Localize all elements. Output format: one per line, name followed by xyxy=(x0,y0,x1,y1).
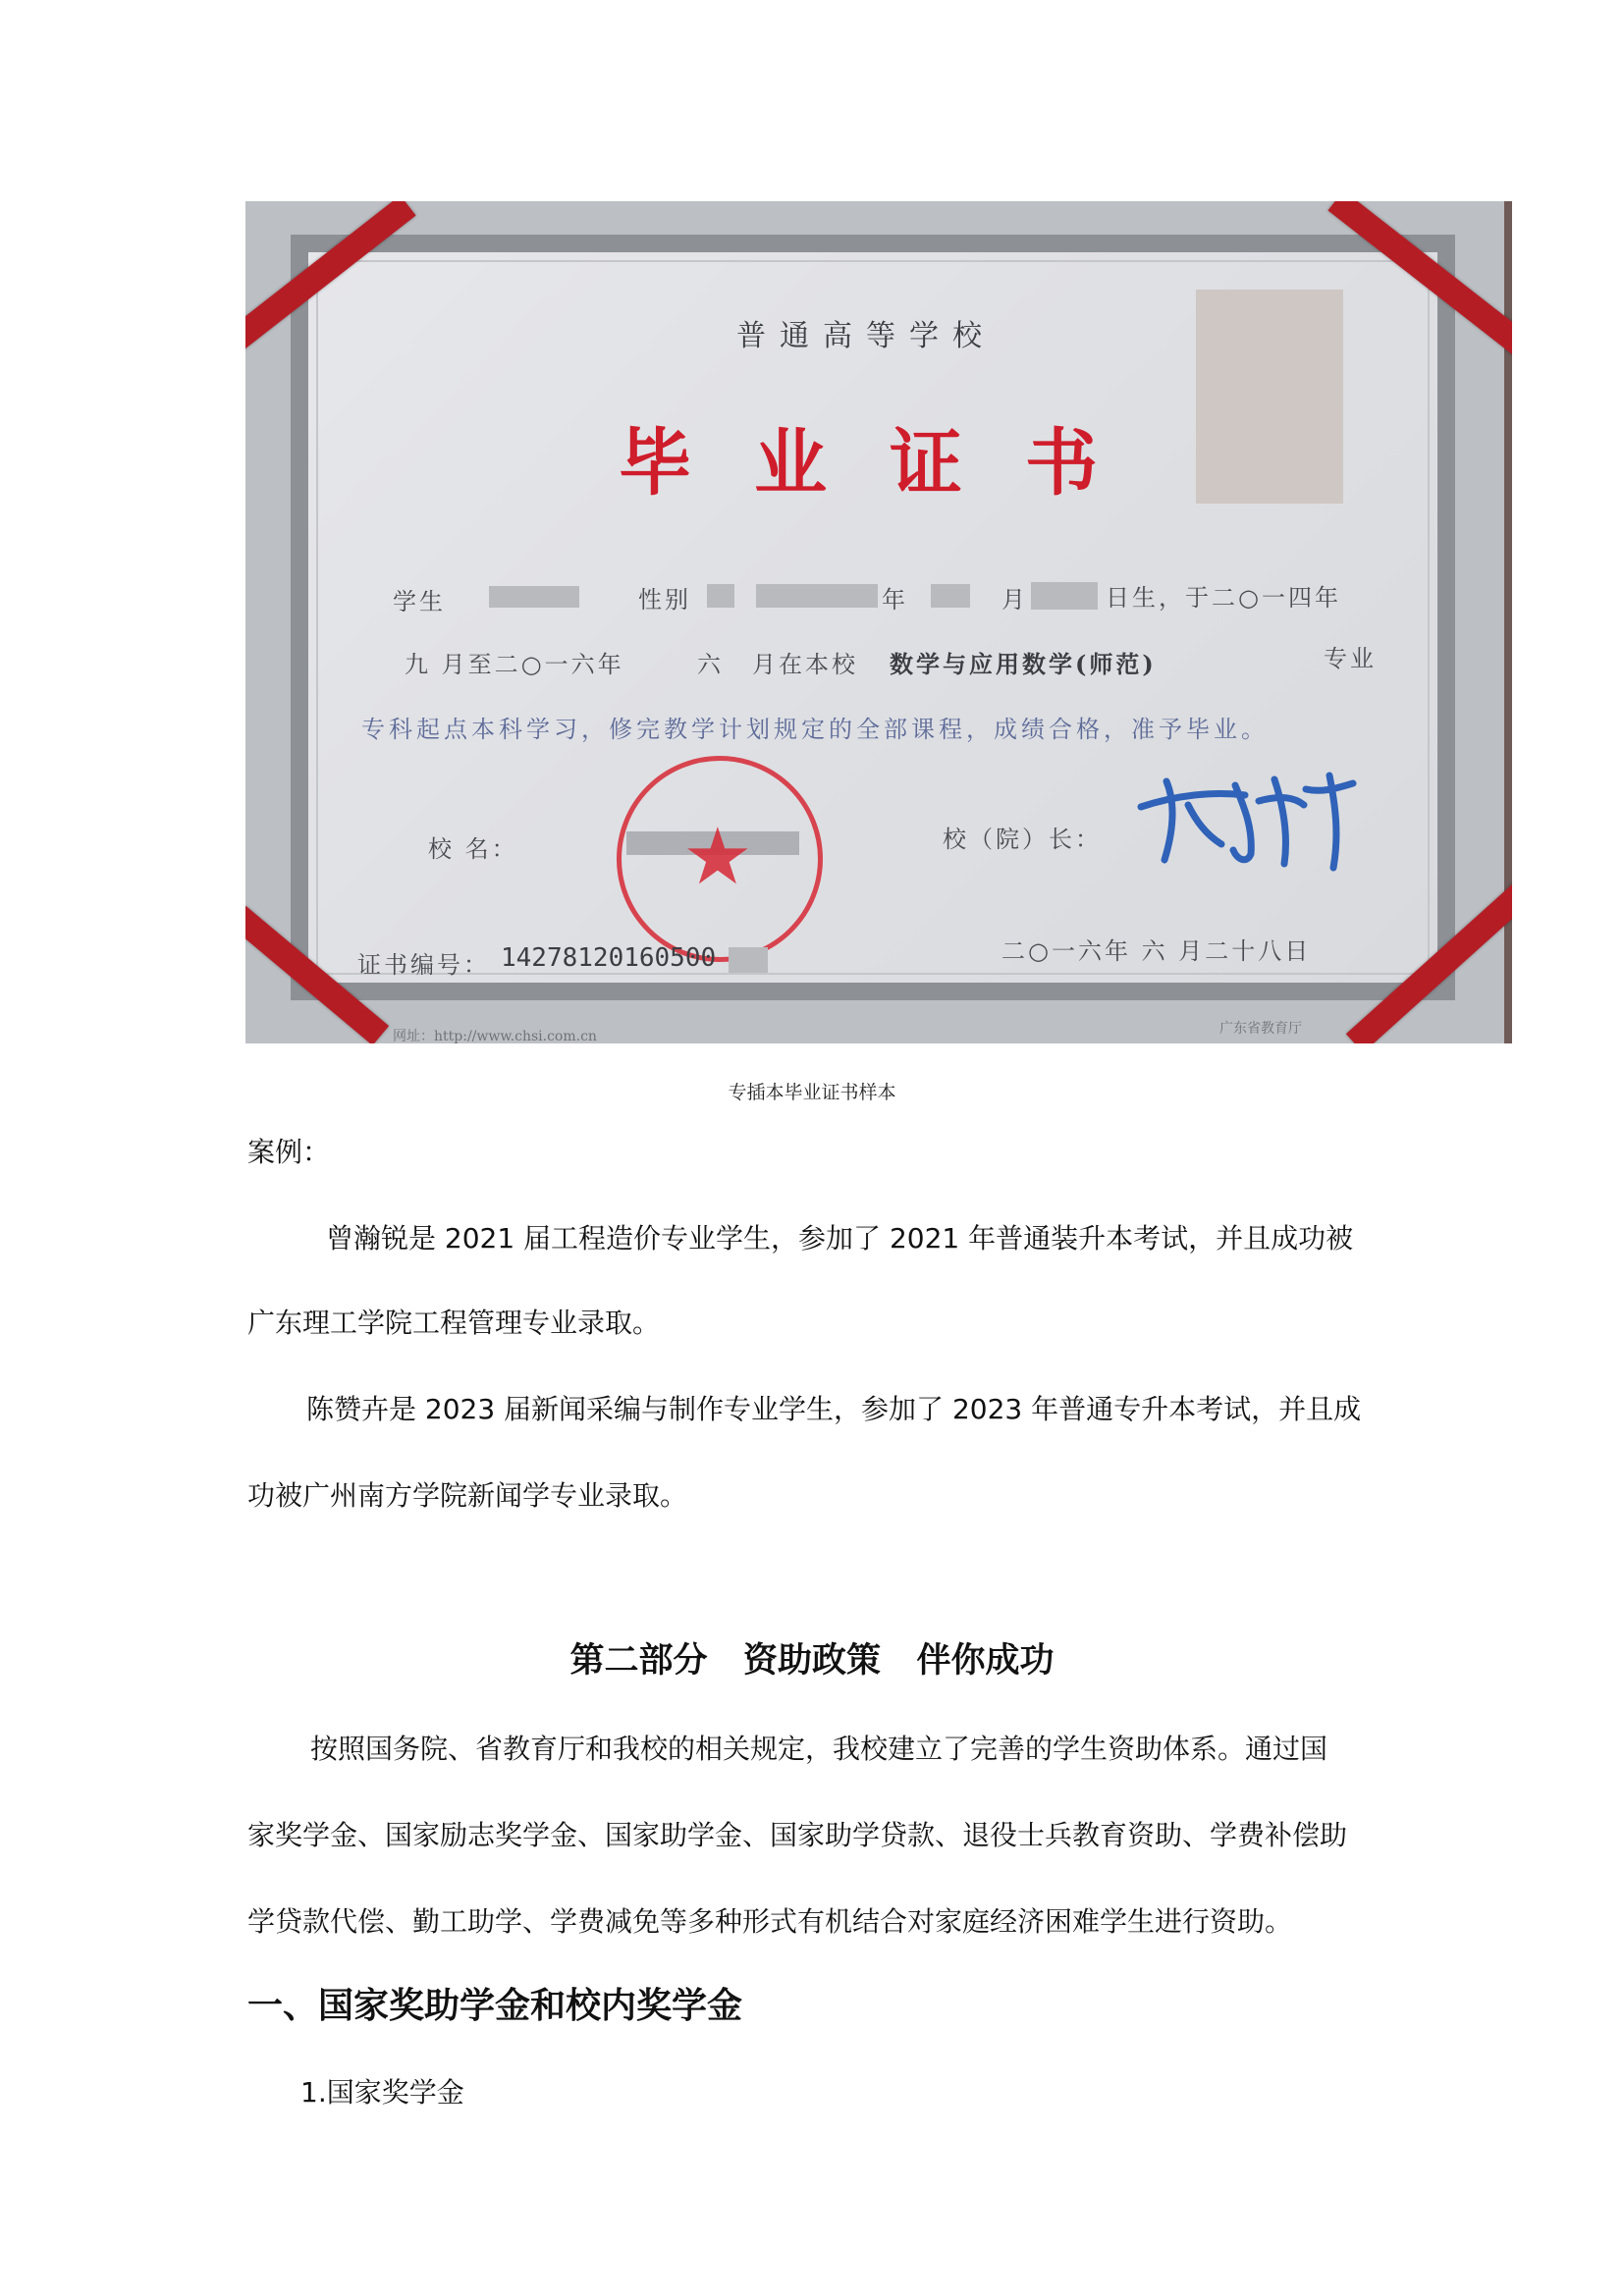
section-paragraph-line-1: 按照国务院、省教育厅和我校的相关规定，我校建立了完善的学生资助体系。通过国 xyxy=(310,1733,1328,1765)
redacted-name xyxy=(489,586,579,608)
section-paragraph-line-2: 家奖学金、国家励志奖学金、国家助学金、国家助学贷款、退役士兵教育资助、学费补偿助 xyxy=(247,1819,1348,1851)
case-2-line-2: 功被广州南方学院新闻学专业录取。 xyxy=(247,1479,688,1512)
section-title: 第二部分 资助政策 伴你成功 xyxy=(569,1641,1055,1681)
gender-label: 性别 xyxy=(638,586,691,614)
section-paragraph-line-3: 学贷款代偿、勤工助学、学费减免等多种形式有机结合对家庭经济困难学生进行资助。 xyxy=(247,1905,1293,1938)
principal-label: 校（院）长： xyxy=(943,826,1102,853)
student-photo-placeholder xyxy=(1196,290,1343,504)
redacted-cert-number-tail xyxy=(729,947,768,973)
certificate-title: 毕业证书 xyxy=(619,421,1161,506)
redacted-birth-year xyxy=(756,584,878,608)
official-seal xyxy=(617,756,823,962)
school-name-label: 校 名： xyxy=(428,835,518,863)
certificate-website: 网址：http://www.chsi.com.cn xyxy=(393,1029,597,1043)
graduation-statement: 专科起点本科学习，修完教学计划规定的全部课程，成绩合格，准予毕业。 xyxy=(361,716,1269,743)
case-1-line-1: 曾瀚锐是 2021 届工程造价专业学生，参加了 2021 年普通装升本考试，并且成功被 xyxy=(326,1222,1354,1255)
seal-star-icon: ★ xyxy=(682,811,753,902)
study-period-start: 九 月至二○一六年 xyxy=(405,651,624,678)
study-period-end-month: 六 xyxy=(697,651,724,678)
at-school-text: 月在本校 xyxy=(752,651,858,678)
case-1-line-2: 广东理工学院工程管理专业录取。 xyxy=(247,1307,661,1339)
certificate-photo xyxy=(245,201,1512,1043)
redacted-birth-day xyxy=(1031,582,1098,610)
cert-number-label: 证书编号： xyxy=(357,951,490,979)
cert-number: 14278120160500 xyxy=(501,943,717,973)
issue-date: 二○一六年 六 月二十八日 xyxy=(1001,937,1312,965)
certificate-school-type: 普通高等学校 xyxy=(736,319,996,353)
month-label: 月 xyxy=(1001,586,1028,614)
born-text: 日生，于二○一四年 xyxy=(1106,584,1341,612)
list-item-national-scholarship: 1.国家奖学金 xyxy=(300,2076,464,2109)
principal-signature xyxy=(1137,766,1373,874)
case-label: 案例： xyxy=(247,1136,331,1168)
heading-scholarships: 一、国家奖助学金和校内奖学金 xyxy=(247,1986,743,2026)
major-name: 数学与应用数学(师范) xyxy=(890,650,1157,678)
student-label: 学生 xyxy=(393,588,446,615)
major-suffix: 专业 xyxy=(1324,645,1377,672)
image-caption: 专插本毕业证书样本 xyxy=(728,1082,896,1103)
redacted-gender xyxy=(707,584,734,608)
redacted-birth-month xyxy=(931,584,970,608)
year-label: 年 xyxy=(882,586,908,614)
case-2-line-1: 陈赞卉是 2023 届新闻采编与制作专业学生，参加了 2023 年普通专升本考试，并且成 xyxy=(306,1393,1362,1425)
certificate-issuer: 广东省教育厅 xyxy=(1219,1021,1302,1037)
